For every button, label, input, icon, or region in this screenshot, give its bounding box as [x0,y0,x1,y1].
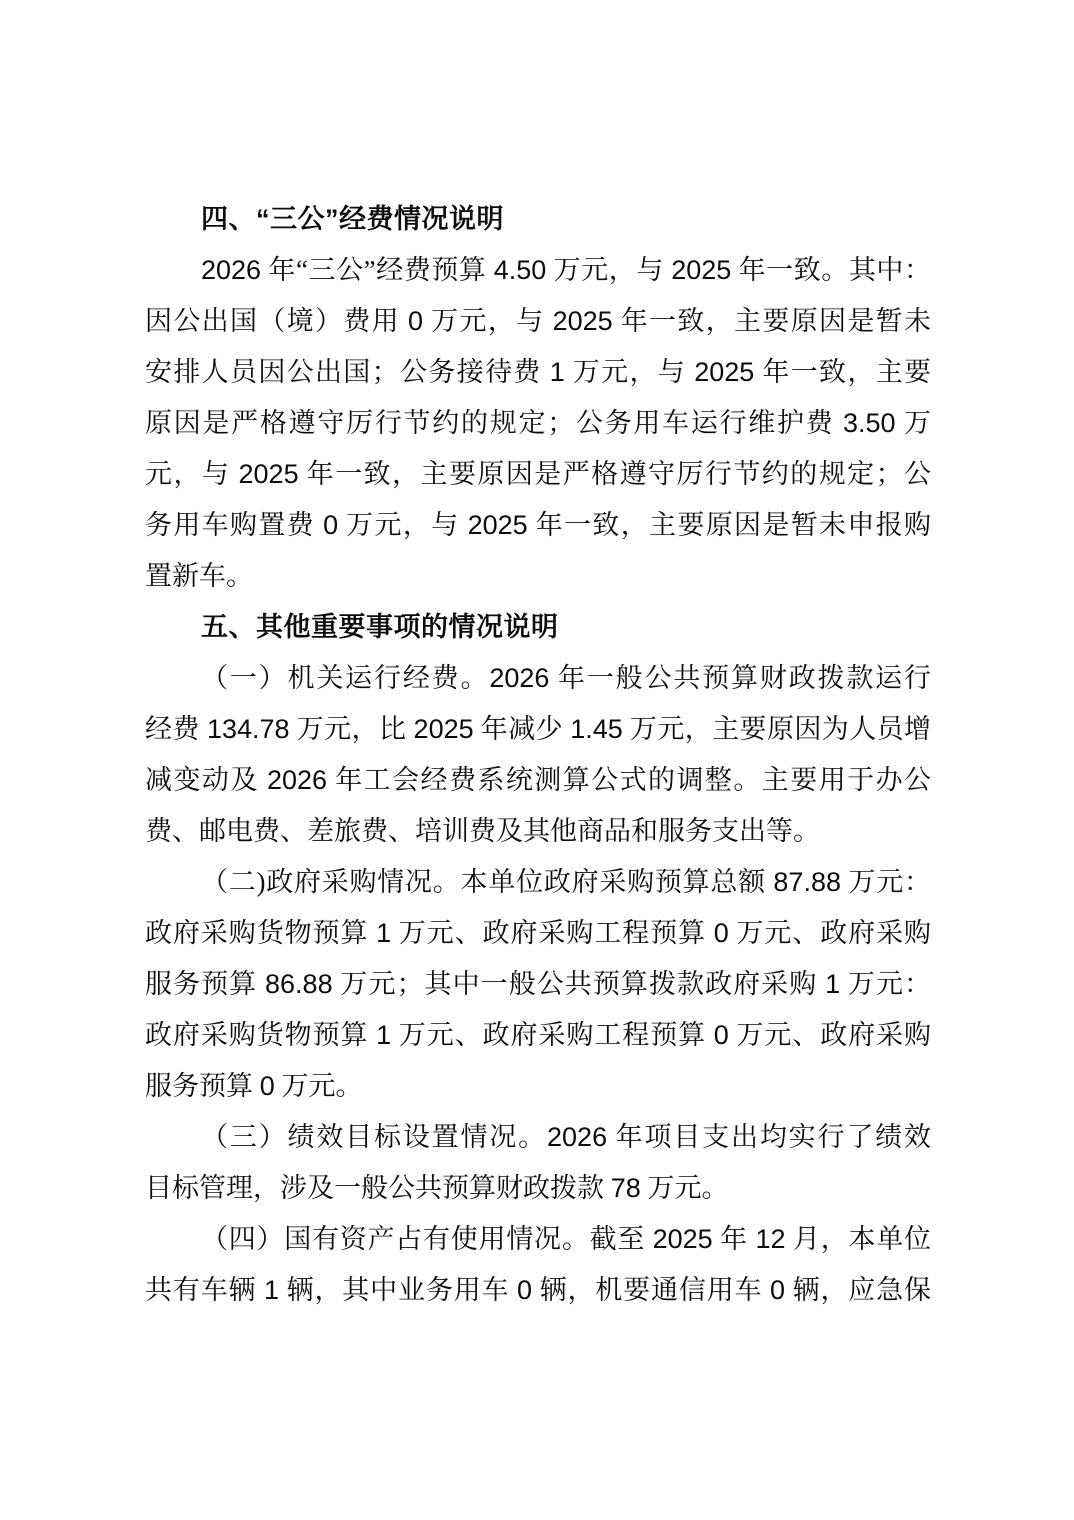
paragraph-line: 减变动及 2026 年工会经费系统测算公式的调整。主要用于办公 [145,765,931,795]
paragraph-line: 政府采购货物预算 1 万元、政府采购工程预算 0 万元、政府采购 [145,918,931,948]
paragraph-line: 元，与 2025 年一致，主要原因是严格遵守厉行节约的规定；公 [145,459,931,489]
paragraph-line: （三）绩效目标设置情况。2026 年项目支出均实行了绩效 [201,1122,931,1152]
document-content [145,194,931,1316]
item-3-performance-targets [145,1112,931,1214]
paragraph-line: 目标管理，涉及一般公共预算财政拨款 78 万元。 [145,1173,729,1203]
paragraph-line: 费、邮电费、差旅费、培训费及其他商品和服务支出等。 [145,816,820,846]
paragraph-line: 服务预算 0 万元。 [145,1071,363,1101]
paragraph-line: 原因是严格遵守厉行节约的规定；公务用车运行维护费 3.50 万 [145,408,931,438]
paragraph-line: （四）国有资产占有使用情况。截至 2025 年 12 月，本单位 [201,1224,931,1254]
section-4-heading: 四、“三公”经费情况说明 [201,204,504,234]
item-1-organ-operating-funds [145,653,931,857]
paragraph-line: 政府采购货物预算 1 万元、政府采购工程预算 0 万元、政府采购 [145,1020,931,1050]
paragraph-line: 2026 年“三公”经费预算 4.50 万元，与 2025 年一致。其中： [201,255,931,285]
paragraph-line: 务用车购置费 0 万元，与 2025 年一致，主要原因是暂未申报购 [145,510,931,540]
section-4-paragraph [145,245,931,602]
paragraph-line: 服务预算 86.88 万元；其中一般公共预算拨款政府采购 1 万元： [145,969,931,999]
paragraph-line: （一）机关运行经费。2026 年一般公共预算财政拨款运行 [201,663,931,693]
paragraph-line: 共有车辆 1 辆，其中业务用车 0 辆，机要通信用车 0 辆，应急保 [145,1275,931,1305]
item-2-government-procurement [145,857,931,1112]
paragraph-line: 置新车。 [145,561,253,591]
paragraph-line: 安排人员因公出国；公务接待费 1 万元，与 2025 年一致，主要 [145,357,931,387]
paragraph-line: 因公出国（境）费用 0 万元，与 2025 年一致，主要原因是暂未 [145,306,931,336]
item-4-state-owned-assets [145,1214,931,1316]
section-5-heading: 五、其他重要事项的情况说明 [201,612,559,642]
paragraph-line: 经费 134.78 万元，比 2025 年减少 1.45 万元，主要原因为人员增 [145,714,931,744]
paragraph-line: （二)政府采购情况。本单位政府采购预算总额 87.88 万元： [201,867,931,897]
